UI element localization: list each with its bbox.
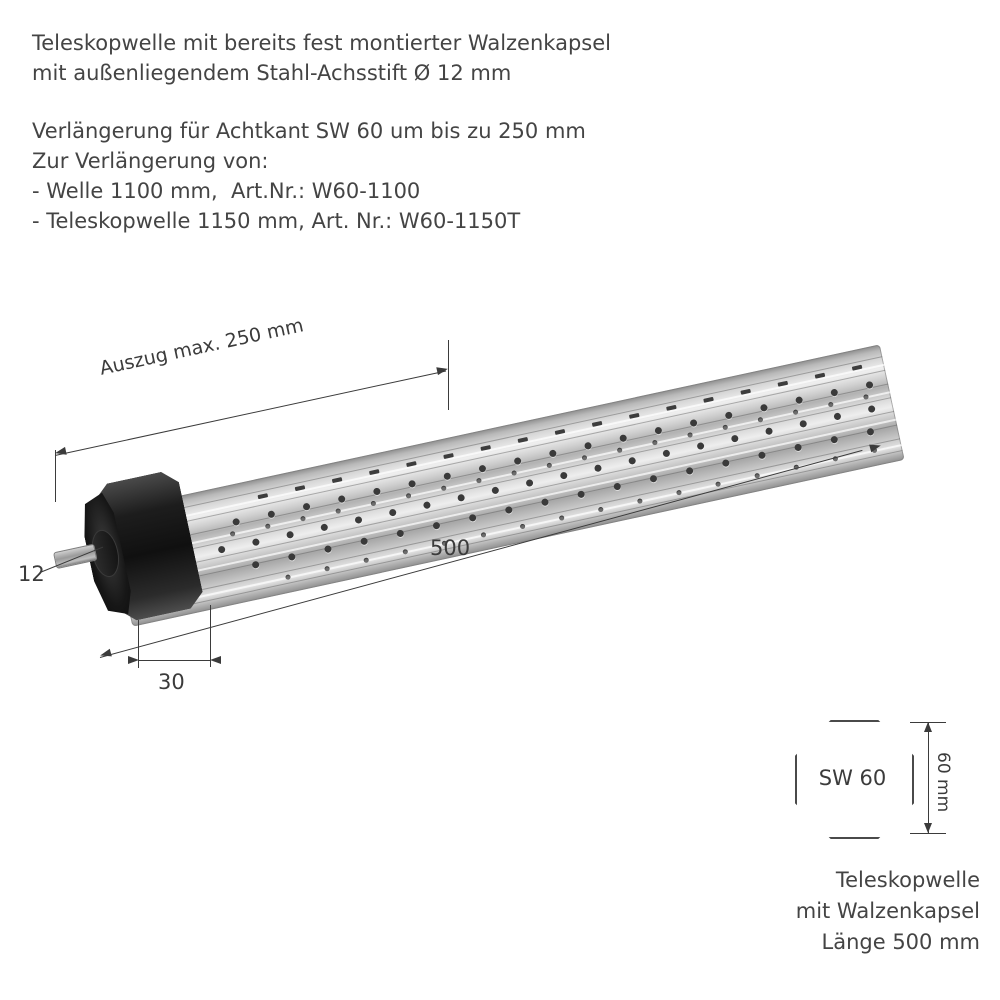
tube-punch-hole — [731, 434, 739, 442]
tube-punch-hole — [525, 479, 533, 487]
tube-dimple — [285, 574, 291, 580]
tube-dimple — [617, 447, 623, 453]
tube-dimple — [715, 481, 721, 487]
legend-caption-line: mit Walzenkapsel — [795, 899, 980, 923]
dimension-label-cap: 30 — [158, 670, 185, 694]
tube-facet-line — [119, 397, 891, 565]
product-drawing — [0, 314, 1000, 730]
tube-dimple — [230, 531, 236, 537]
arrow-head-right — [436, 365, 448, 375]
tube-dimple — [559, 515, 565, 521]
tube-punch-hole — [696, 442, 704, 450]
legend-caption-line: Teleskopwelle — [835, 868, 980, 892]
tube-dimple — [652, 440, 658, 446]
tube-punch-hole — [560, 471, 568, 479]
tube-punch-hole — [541, 498, 549, 506]
tube-dimple — [687, 432, 693, 438]
tube-facet-line — [130, 450, 902, 618]
octagonal-steel-tube — [108, 344, 905, 626]
tube-dimple — [363, 557, 369, 563]
tube-punch-hole — [649, 475, 657, 483]
tube-punch-hole — [833, 412, 841, 420]
tube-punch-hole — [491, 486, 499, 494]
tube-punch-hole — [389, 508, 397, 516]
tube-punch-hole — [613, 482, 621, 490]
tube-punch-hole — [288, 553, 296, 561]
tube-dimple — [676, 490, 682, 496]
tube-dimple — [265, 523, 271, 529]
tube-punch-hole — [457, 494, 465, 502]
dimension-label-extension: Auszug max. 250 mm — [97, 314, 306, 380]
arrow-head-down — [924, 823, 932, 833]
tube-punch-hole — [432, 521, 440, 529]
dimension-line-profile-height — [928, 722, 929, 833]
description-line: Teleskopwelle mit bereits fest montierter Walzenkapsel — [32, 31, 611, 55]
arrow-head-left — [99, 649, 112, 660]
dimension-tick-bottom — [910, 833, 946, 834]
tube-dimple — [441, 485, 447, 491]
tube-dimple — [324, 566, 330, 572]
dimension-line-extension — [55, 370, 446, 456]
tube-dimple — [300, 516, 306, 522]
arrow-head-left — [54, 447, 66, 457]
dimension-label-pin: 12 — [18, 562, 45, 586]
tube-facet-line — [116, 383, 888, 551]
tube-punch-hole — [396, 529, 404, 537]
tube-punch-hole — [252, 561, 260, 569]
tube-dimple — [476, 478, 482, 484]
dimension-label-profile-height: 60 mm — [933, 752, 953, 813]
tube-punch-hole — [360, 537, 368, 545]
tube-punch-hole — [628, 457, 636, 465]
tube-dimple — [546, 462, 552, 468]
tube-punch-hole — [799, 420, 807, 428]
extension-line-left — [55, 450, 56, 502]
tube-dimple — [863, 394, 869, 400]
description-line: Verlängerung für Achtkant SW 60 um bis zu 250 mm — [32, 119, 586, 143]
profile-legend — [740, 710, 980, 980]
tube-punch-hole — [252, 538, 260, 546]
tube-facet-line — [113, 370, 885, 538]
tube-punch-hole — [468, 514, 476, 522]
legend-caption-line: Länge 500 mm — [821, 930, 980, 954]
description-line: Zur Verlängerung von: — [32, 149, 269, 173]
tube-punch-hole — [830, 435, 838, 443]
description-line: - Welle 1100 mm, Art.Nr.: W60-1100 — [32, 179, 421, 203]
arrow-head-up — [924, 722, 932, 732]
tube-dimple — [757, 417, 763, 423]
tube-punch-hole — [324, 545, 332, 553]
tube-punch-hole — [505, 506, 513, 514]
text-spacer — [32, 88, 772, 116]
extension-line-right — [448, 340, 449, 410]
tube-dimple — [511, 470, 517, 476]
tube-punch-hole — [423, 501, 431, 509]
tube-facet-line — [110, 356, 882, 524]
description-line: - Teleskopwelle 1150 mm, Art. Nr.: W60-1150T — [32, 209, 521, 233]
shaft-assembly — [120, 450, 920, 610]
tube-punch-hole — [794, 443, 802, 451]
tube-dimple — [637, 498, 643, 504]
tube-punch-hole — [218, 545, 226, 553]
tube-dimple — [722, 424, 728, 430]
tube-dimple — [793, 409, 799, 415]
tube-dimple — [406, 493, 412, 499]
tube-punch-hole — [662, 449, 670, 457]
tube-punch-hole — [354, 516, 362, 524]
tube-punch-hole — [866, 428, 874, 436]
tube-punch-hole — [868, 405, 876, 413]
tube-punch-hole — [722, 459, 730, 467]
tube-dimple — [335, 508, 341, 514]
description-text-block — [32, 28, 772, 236]
description-line: mit außenliegendem Stahl-Achsstift Ø 12 mm — [32, 61, 512, 85]
tube-punch-hole — [765, 427, 773, 435]
tube-punch-hole — [594, 464, 602, 472]
tube-dimple — [582, 455, 588, 461]
tube-punch-hole — [758, 451, 766, 459]
tube-punch-hole — [320, 523, 328, 531]
tube-dimple — [402, 549, 408, 555]
tube-dimple — [520, 523, 526, 529]
tube-highlight-line — [112, 364, 885, 533]
tube-dimple — [598, 507, 604, 513]
tube-punch-hole — [286, 531, 294, 539]
tube-dimple — [828, 402, 834, 408]
tube-dimple — [481, 532, 487, 538]
tube-dimple — [370, 501, 376, 507]
tube-punch-hole — [685, 467, 693, 475]
arrow-head-left — [210, 656, 221, 664]
dimension-label-length: 500 — [430, 536, 471, 560]
octagon-profile-label: SW 60 — [818, 765, 887, 790]
dimension-line-cap — [138, 660, 210, 661]
tube-punch-hole — [577, 490, 585, 498]
arrow-head-right — [128, 656, 139, 664]
